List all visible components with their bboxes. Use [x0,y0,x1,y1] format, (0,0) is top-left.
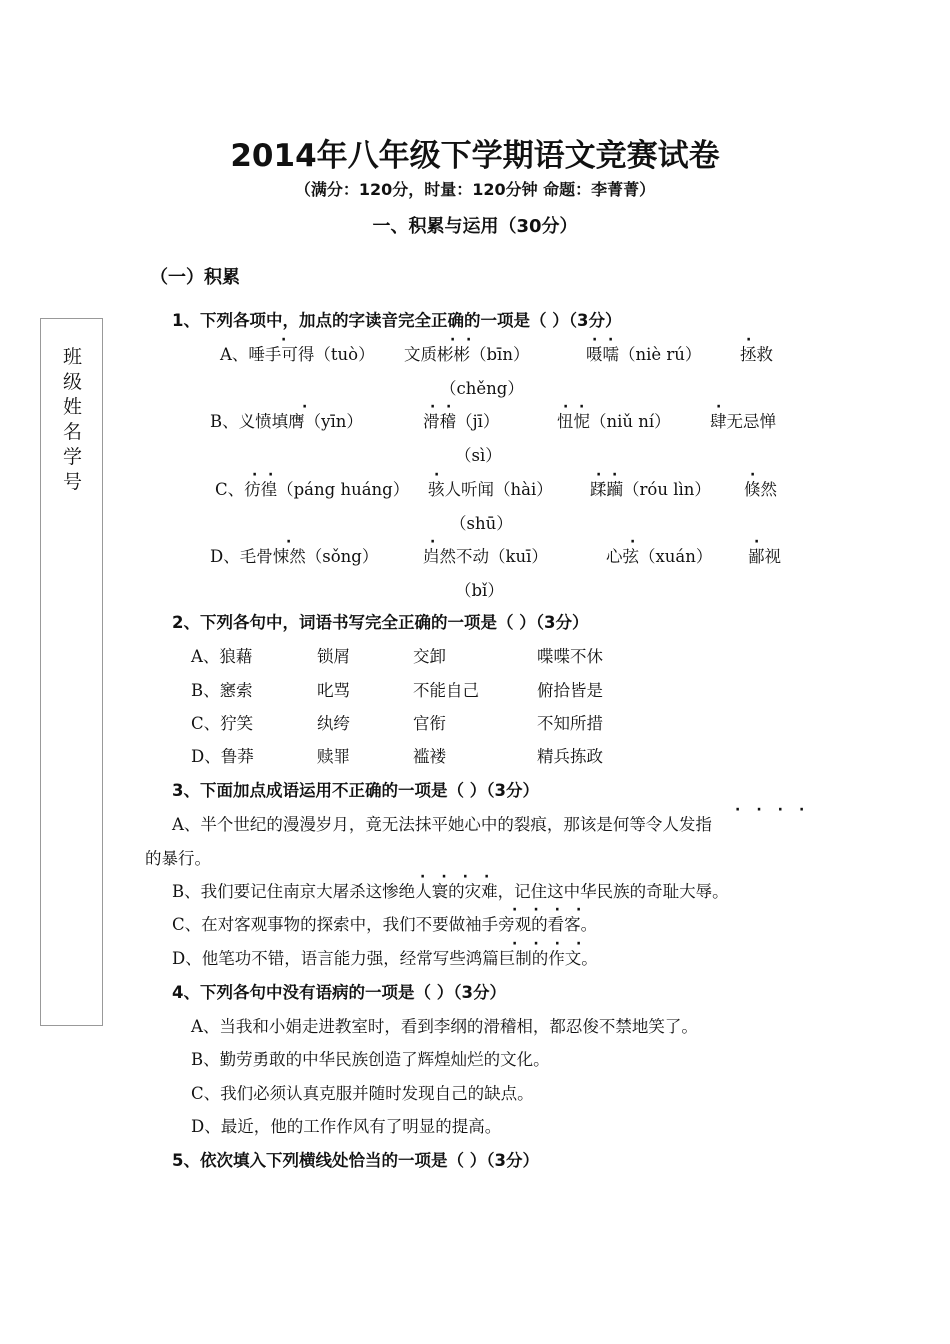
emphasis-dots: · [612,467,618,483]
section-heading: 一、积累与运用（30分） [372,216,578,237]
q1-option-c-pinyin: （shū） [450,514,513,533]
q5-stem: 5、依次填入下列横线处恰当的一项是（ ）（3分） [172,1151,539,1170]
q2-row-c-1: C、狞笑 [191,714,254,733]
q2-row-c-4: 不知所措 [537,714,603,733]
emphasis-dots: · [450,332,456,348]
info-char: 班 [62,346,82,368]
q1-option-c-2: 骇人听闻（hài） [428,480,553,499]
info-char: 名 [62,421,82,443]
emphasis-dots: · [466,332,472,348]
q2-row-a-1: A、狼藉 [191,647,253,666]
emphasis-dots: · [446,399,452,415]
emphasis-dots: · [281,332,287,348]
info-char: 学 [62,446,82,468]
q2-row-d-4: 精兵拣政 [537,747,603,766]
q2-row-d-1: D、鲁莽 [191,747,254,766]
q1-option-d-4: 鄙视 [748,547,781,566]
q3-option-a-continued: 的暴行。 [145,849,211,868]
q2-row-d-2: 赎罪 [317,747,350,766]
info-char: 号 [62,471,82,493]
emphasis-dots: ···· [420,869,506,885]
student-info-labels [41,345,104,495]
q2-row-a-2: 锁屑 [317,647,350,666]
q1-option-a-1: A、唾手可得（tuò） [220,345,375,364]
q2-row-b-4: 俯拾皆是 [537,681,603,700]
subsection-heading: （一）积累 [150,267,240,288]
emphasis-dots: · [630,534,636,550]
emphasis-dots: ···· [512,902,598,918]
emphasis-dots: · [434,467,440,483]
q4-stem: 4、下列各句中没有语病的一项是（ ）（3分） [172,983,506,1002]
q1-option-c-4: 倏然 [744,480,777,499]
q1-option-d-pinyin: （bǐ） [455,581,504,600]
q1-option-b-1: B、义愤填膺（yīn） [210,412,363,431]
emphasis-dots: · [750,467,756,483]
emphasis-dots: · [252,467,258,483]
q3-option-a: A、半个世纪的漫漫岁月，竟无法抹平她心中的裂痕，那该是何等令人发指 [172,815,712,834]
q1-option-c-3: 蹂躏（róu lìn） [590,480,711,499]
q4-option-a: A、当我和小娟走进教室时，看到李纲的滑稽相，都忍俊不禁地笑了。 [191,1017,698,1036]
q2-row-d-3: 褴褛 [413,747,446,766]
exam-title: 2014年八年级下学期语文竞赛试卷 [230,138,720,174]
student-info-box [40,318,103,1026]
exam-subtitle: （满分：120分，时量：120分钟 命题：李菁菁） [294,180,656,199]
q1-option-b-4: 肆无忌惮 [710,412,776,431]
q1-option-a-3: 嗫嚅（niè rú） [586,345,702,364]
q1-option-a-2: 文质彬彬（bīn） [404,345,530,364]
q2-row-a-4: 喋喋不休 [537,647,603,666]
q1-option-b-3: 忸怩（niǔ ní） [557,412,671,431]
emphasis-dots: · [746,332,752,348]
q2-row-b-1: B、窸索 [191,681,253,700]
q4-option-b: B、勤劳勇敢的中华民族创造了辉煌灿烂的文化。 [191,1050,550,1069]
q2-row-c-3: 官衔 [413,714,446,733]
info-char: 姓 [62,396,82,418]
emphasis-dots: · [754,534,760,550]
q2-row-b-2: 叱骂 [317,681,350,700]
emphasis-dots: · [716,399,722,415]
emphasis-dots: · [302,399,308,415]
emphasis-dots: · [430,399,436,415]
q4-option-d: D、最近，他的工作作风有了明显的提高。 [191,1117,502,1136]
q1-option-b-2: 滑稽（jī） [423,412,500,431]
info-char: 级 [62,371,82,393]
emphasis-dots: · [430,534,436,550]
q2-stem: 2、下列各句中，词语书写完全正确的一项是（ ）（3分） [172,613,589,632]
q1-option-b-pinyin: （sì） [455,446,502,465]
q1-option-c-1: C、彷徨（páng huáng） [215,480,410,499]
emphasis-dots: · [608,332,614,348]
q3-option-b: B、我们要记住南京大屠杀这惨绝人寰的灾难，记住这中华民族的奇耻大辱。 [172,882,729,901]
q1-option-d-3: 心弦（xuán） [606,547,713,566]
emphasis-dots: · [596,467,602,483]
q1-option-a-pinyin: （chěng） [440,379,524,398]
emphasis-dots: ···· [735,802,821,818]
emphasis-dots: ···· [512,936,598,952]
q2-row-a-3: 交卸 [413,647,446,666]
emphasis-dots: · [563,399,569,415]
q3-option-c: C、在对客观事物的探索中，我们不要做袖手旁观的看客。 [172,915,598,934]
q1-stem: 1、下列各项中，加点的字读音完全正确的一项是（ ）（3分） [172,311,622,330]
emphasis-dots: · [592,332,598,348]
emphasis-dots: · [268,467,274,483]
q1-option-a-4: 拯救 [740,345,773,364]
q1-option-d-2: 岿然不动（kuī） [423,547,548,566]
q2-row-b-3: 不能自己 [413,681,479,700]
q2-row-c-2: 纨绔 [317,714,350,733]
q3-stem: 3、下面加点成语运用不正确的一项是（ ）（3分） [172,781,539,800]
q4-option-c: C、我们必须认真克服并随时发现自己的缺点。 [191,1084,534,1103]
emphasis-dots: · [579,399,585,415]
emphasis-dots: · [286,534,292,550]
q1-option-d-1: D、毛骨悚然（sǒng） [210,547,379,566]
q3-option-d: D、他笔功不错，语言能力强，经常写些鸿篇巨制的作文。 [172,949,598,968]
